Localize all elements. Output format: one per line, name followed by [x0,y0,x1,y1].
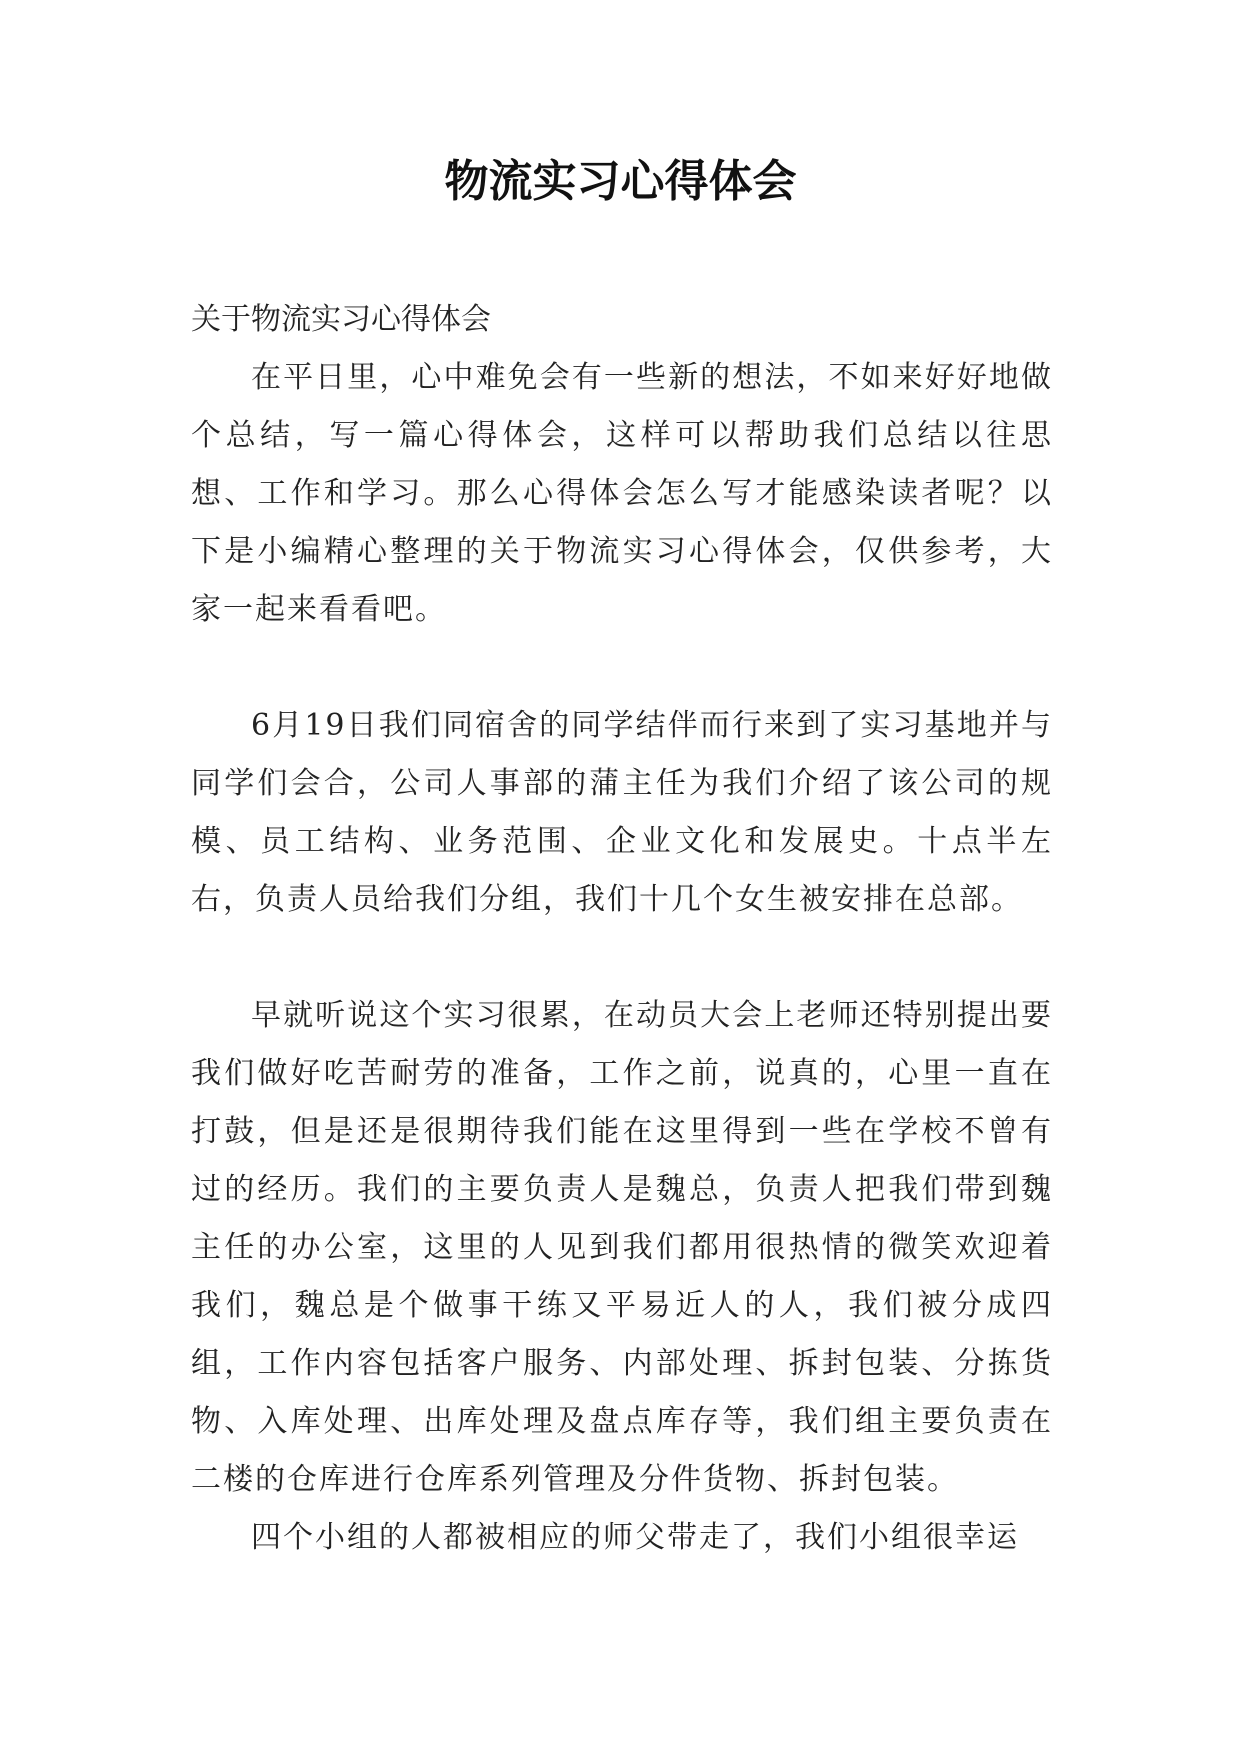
document-body [191,291,1053,1567]
document-title: 物流实习心得体会 [444,156,797,207]
paragraph-gap [191,639,1053,697]
paragraph-arrival: 6月19日我们同宿舍的同学结伴而行来到了实习基地并与同学们会合，公司人事部的蒲主任为我们介绍了该公司的规模、员工结构、业务范围、企业文化和发展史。十点半左右，负责人员给我们分组，我们十几个女生被安排在总部。 [191,708,1053,917]
paragraph-gap [191,929,1053,987]
paragraph-groups: 四个小组的人都被相应的师父带走了，我们小组很幸运 [251,1520,1019,1555]
document-subtitle: 关于物流实习心得体会 [191,302,491,337]
paragraph-intro: 在平日里，心中难免会有一些新的想法，不如来好好地做个总结，写一篇心得体会，这样可以帮助我们总结以往思想、工作和学习。那么心得体会怎么写才能感染读者呢？以下是小编精心整理的关于物流实习心得体会，仅供参考，大家一起来看看吧。 [191,360,1053,627]
paragraph-assignment: 早就听说这个实习很累，在动员大会上老师还特别提出要我们做好吃苦耐劳的准备，工作之前，说真的，心里一直在打鼓，但是还是很期待我们能在这里得到一些在学校不曾有过的经历。我们的主要负责人是魏总，负责人把我们带到魏主任的办公室，这里的人见到我们都用很热情的微笑欢迎着我们，魏总是个做事干练又平易近人的人，我们被分成四组，工作内容包括客户服务、内部处理、拆封包装、分拣货物、入库处理、出库处理及盘点库存等，我们组主要负责在二楼的仓库进行仓库系列管理及分件货物、拆封包装。 [191,998,1053,1497]
